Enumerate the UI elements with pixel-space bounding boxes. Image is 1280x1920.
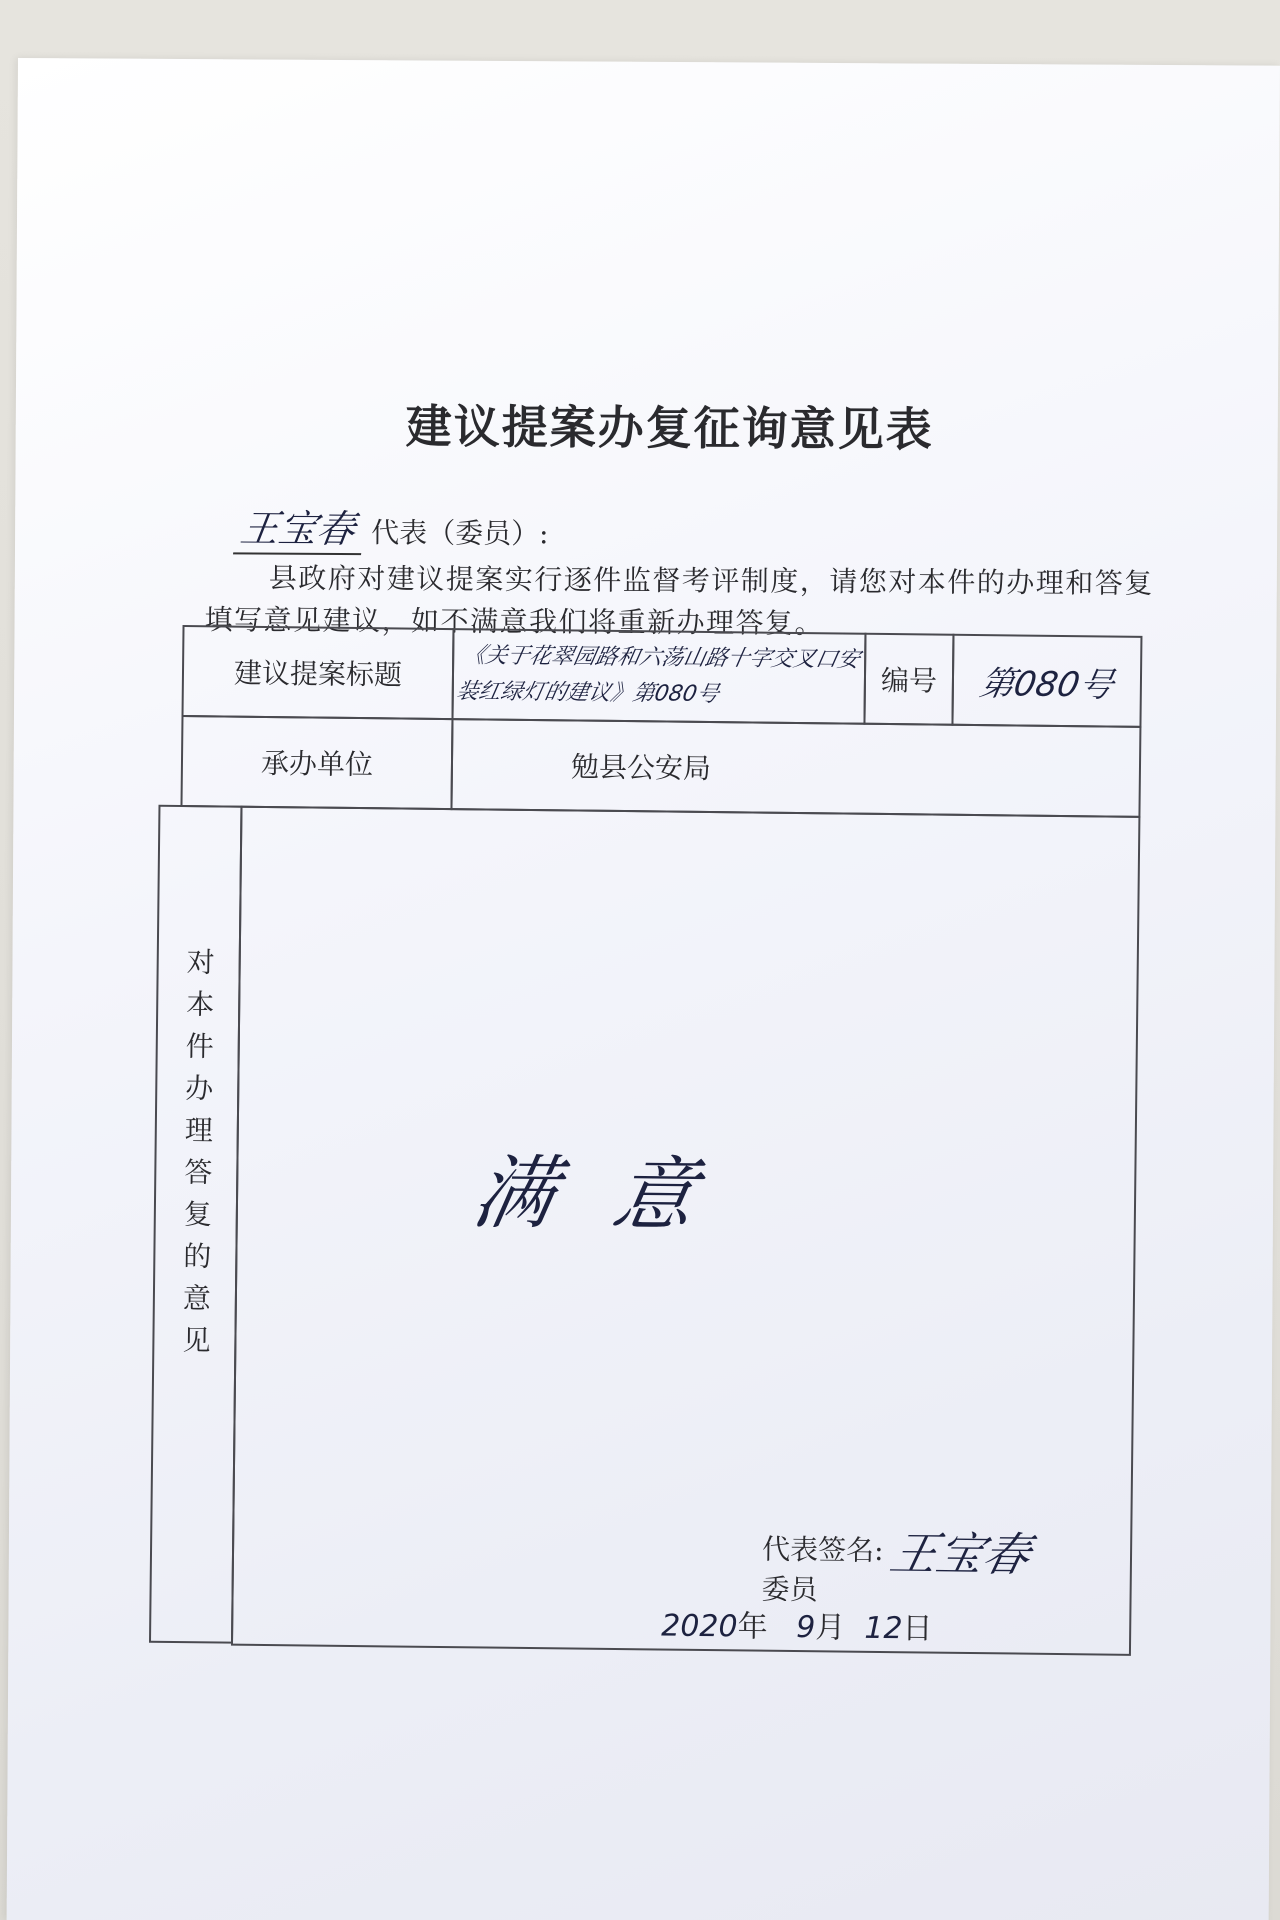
document-title: 建议提案办复征询意见表 bbox=[405, 399, 934, 457]
date-month: 9 bbox=[795, 1610, 816, 1646]
paper-sheet bbox=[7, 58, 1280, 1920]
number-value: 第080号 bbox=[976, 663, 1117, 706]
handling-unit-value-cell bbox=[450, 718, 1141, 818]
number-value-cell bbox=[951, 634, 1142, 728]
date-month-unit: 月 bbox=[815, 1610, 846, 1646]
opinion-form-table bbox=[171, 625, 1159, 1656]
handwritten-signature: 王宝春 bbox=[885, 1526, 1036, 1582]
signature-label-member: 委员 bbox=[761, 1572, 818, 1607]
opinion-label: 对本件办理答复的意见 bbox=[178, 947, 216, 1368]
intro-paragraph: 县政府对建议提案实行逐件监督考评制度，请您对本件的办理和答复填写意见建议，如不满意我们将重新办理答复。 bbox=[204, 561, 1154, 640]
date-year-unit: 年 bbox=[737, 1609, 768, 1645]
date-day: 12 bbox=[864, 1610, 903, 1647]
signature-label-representative: 代表签名: bbox=[761, 1532, 884, 1568]
salutation-line bbox=[237, 497, 549, 556]
handwritten-representative-name: 王宝春 bbox=[233, 497, 369, 555]
handwritten-opinion: 满意 bbox=[466, 1146, 764, 1243]
handling-unit-value: 勉县公安局 bbox=[570, 750, 712, 786]
proposal-title-label-cell bbox=[181, 625, 454, 720]
proposal-title-label: 建议提案标题 bbox=[233, 656, 403, 692]
proposal-title-value: 《关于花翠园路和六荡山路十字交叉口安装红绿灯的建议》第080号 bbox=[454, 643, 862, 708]
date-day-unit: 日 bbox=[902, 1611, 933, 1647]
proposal-title-value-cell bbox=[451, 628, 866, 725]
number-label: 编号 bbox=[880, 663, 938, 698]
salutation-suffix: 代表（委员）: bbox=[371, 516, 549, 551]
handling-unit-label: 承办单位 bbox=[260, 746, 374, 782]
signature-date bbox=[661, 1601, 933, 1648]
date-year: 2020 bbox=[661, 1608, 738, 1645]
handling-unit-label-cell bbox=[180, 715, 453, 810]
number-label-cell bbox=[863, 633, 954, 726]
signature-label bbox=[761, 1530, 883, 1611]
opinion-label-cell bbox=[149, 805, 243, 1644]
